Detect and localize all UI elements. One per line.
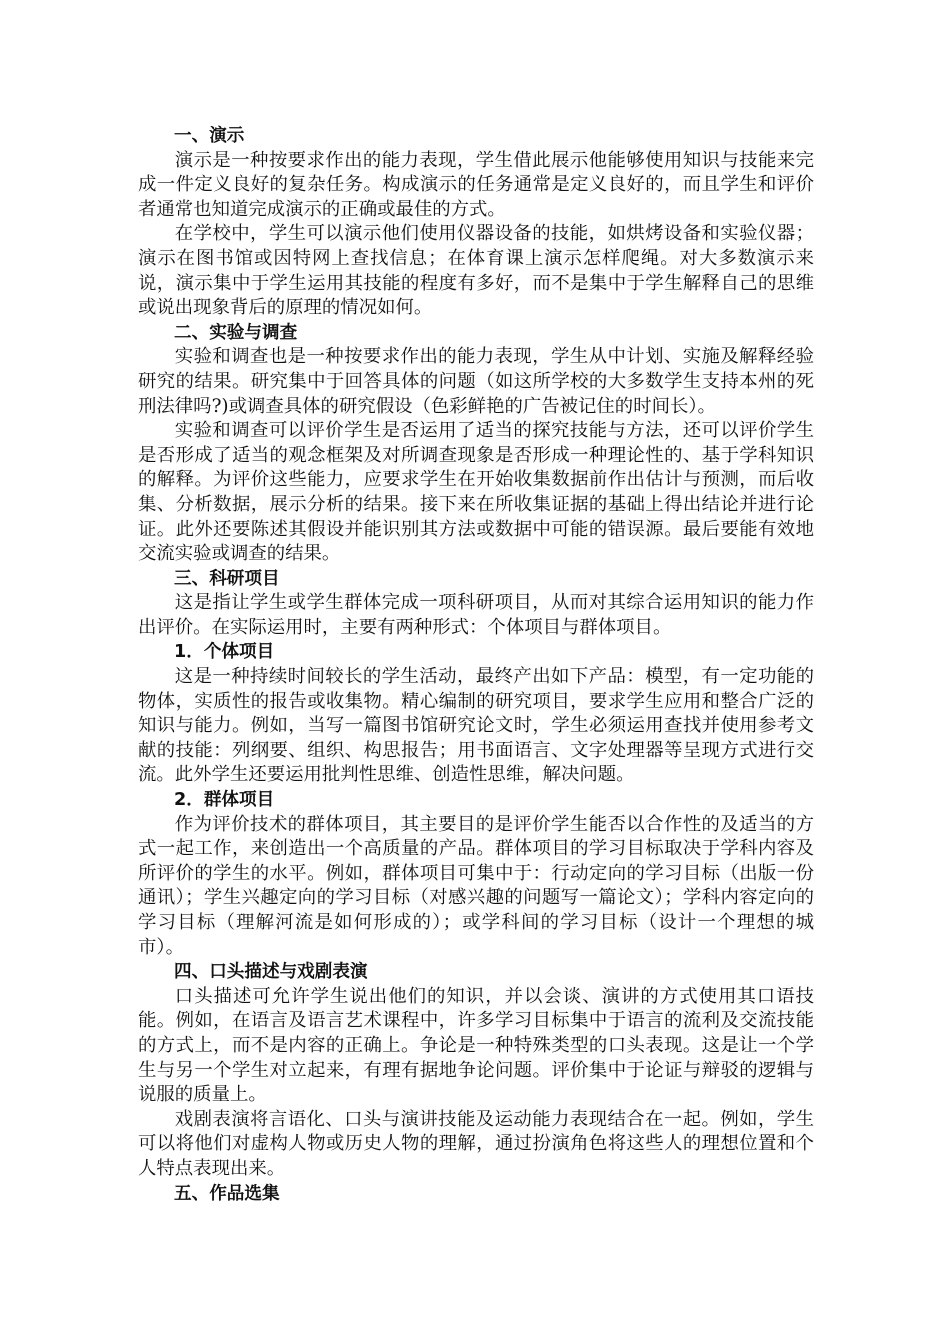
section-heading: 一、演示 xyxy=(174,126,245,146)
document-body xyxy=(138,124,814,1206)
paragraph: 实验和调查可以评价学生是否运用了适当的探究技能与方法，还可以评价学生是否形成了适当的观念框架及对所调查现象是否形成一种理论性的、基于学科知识的解释。为评价这些能力，应要求学生在开始收集数据前作出估计与预测，而后收集、分析数据，展示分析的结果。接下来在所收集证据的基础上得出结论并进行论证。此外还要陈述其假设并能识别其方法或数据中可能的错误源。最后要能有效地交流实验或调查的结果。 xyxy=(138,420,814,565)
section-demonstration xyxy=(138,124,814,321)
paragraph: 这是指让学生或学生群体完成一项科研项目，从而对其综合运用知识的能力作出评价。在实际运用时，主要有两种形式：个体项目与群体项目。 xyxy=(138,592,814,638)
paragraph: 实验和调查也是一种按要求作出的能力表现，学生从中计划、实施及解释经验研究的结果。研究集中于回答具体的问题（如这所学校的大多数学生支持本州的死刑法律吗?)或调查具体的研究假设（色彩鲜艳的广告被记住的时间长）。 xyxy=(138,346,814,417)
section-heading: 二、实验与调查 xyxy=(174,322,298,343)
paragraph: 戏剧表演将言语化、口头与演讲技能及运动能力表现结合在一起。例如，学生可以将他们对虚构人物或历史人物的理解，通过扮演角色将这些人的理想位置和个人特点表现出来。 xyxy=(138,1108,814,1179)
section-research-project xyxy=(138,567,814,641)
paragraph: 这是一种持续时间较长的学生活动，最终产出如下产品：模型，有一定功能的物体，实质性的报告或收集物。精心编制的研究项目，要求学生应用和整合广泛的知识与能力。例如，当写一篇图书馆研究论文时，学生必须运用查找并使用参考文献的技能：列纲要、组织、构思报告；用书面语言、文字处理器等呈现方式进行交流。此外学生还要运用批判性思维、创造性思维，解决问题。 xyxy=(138,666,814,786)
paragraph: 演示是一种按要求作出的能力表现，学生借此展示他能够使用知识与技能来完成一件定义良好的复杂任务。构成演示的任务通常是定义良好的，而且学生和评价者通常也知道完成演示的正确或最佳的方式。 xyxy=(138,149,814,220)
subsection-group-project xyxy=(138,788,814,960)
subsection-heading: 2．群体项目 xyxy=(174,790,275,811)
section-heading: 三、科研项目 xyxy=(174,568,280,589)
paragraph: 作为评价技术的群体项目，其主要目的是评价学生能否以合作性的及适当的方式一起工作，来创造出一个高质量的产品。群体项目的学习目标取决于学科内容及所评价的学生的水平。例如，群体项目可集中于：行动定向的学习目标（出版一份通讯）；学生兴趣定向的学习目标（对感兴趣的问题写一篇论文）；学科内容定向的学习目标（理解河流是如何形成的）；或学科间的学习目标（设计一个理想的城市）。 xyxy=(138,813,814,958)
subsection-heading: 1．个体项目 xyxy=(174,642,275,663)
subsection-individual-project xyxy=(138,640,814,788)
section-oral-drama xyxy=(138,960,814,1181)
paragraph: 在学校中，学生可以演示他们使用仪器设备的技能，如烘烤设备和实验仪器；演示在图书馆或因特网上查找信息；在体育课上演示怎样爬绳。对大多数演示来说，演示集中于学生运用其技能的程度有多好，而不是集中于学生解释自己的思维或说出现象背后的原理的情况如何。 xyxy=(138,223,814,319)
section-heading: 五、作品选集 xyxy=(174,1183,280,1204)
section-portfolio xyxy=(138,1182,814,1207)
section-heading: 四、口头描述与戏剧表演 xyxy=(174,962,368,983)
section-experiment-investigation xyxy=(138,321,814,567)
paragraph: 口头描述可允许学生说出他们的知识，并以会谈、演讲的方式使用其口语技能。例如，在语言及语言艺术课程中，许多学习目标集中于语言的流利及交流技能的方式上，而不是内容的正确上。争论是一种特殊类型的口头表现。这是让一个学生与另一个学生对立起来，有理有据地争论问题。评价集中于论证与辩驳的逻辑与说服的质量上。 xyxy=(138,985,814,1106)
